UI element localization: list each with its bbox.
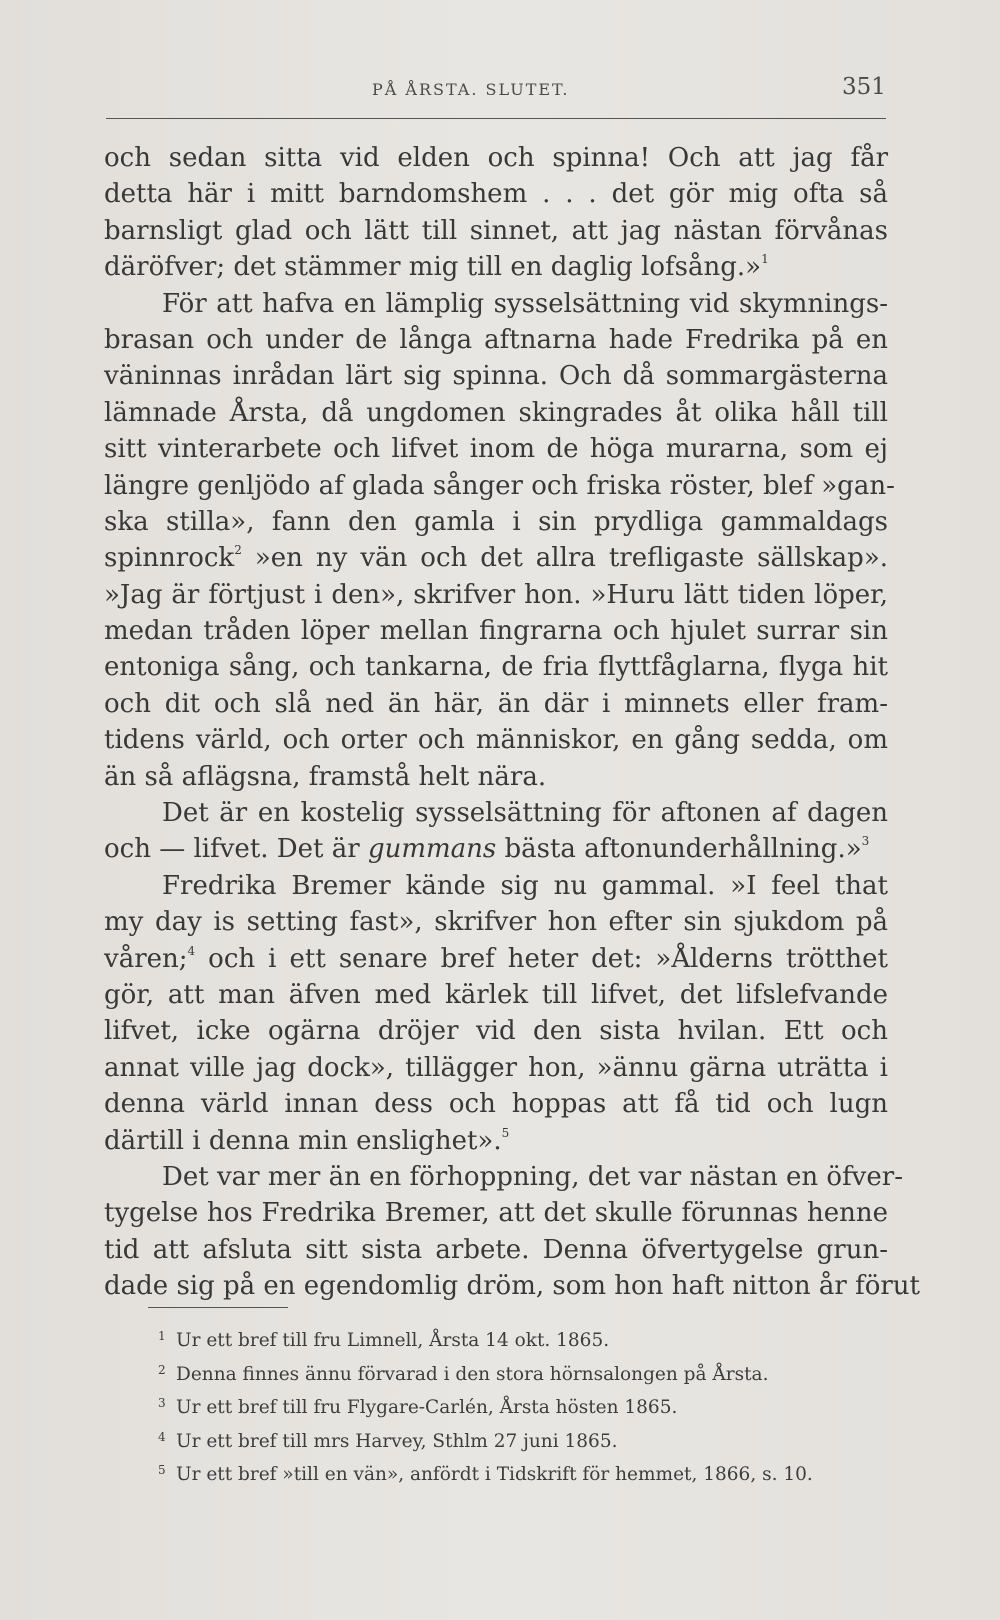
footnote-ref: 3 <box>861 834 870 849</box>
footnote-ref: 1 <box>761 252 769 267</box>
text-line: lifvet, icke ogärna dröjer vid den sista hvilan. Ett och <box>104 1016 888 1047</box>
text-line: För att hafva en lämplig sysselsättning vid skymnings- <box>162 288 888 319</box>
text-line: sitt vinterarbete och lifvet inom de höga murarna, som ej <box>104 434 888 465</box>
footnote-ref: 4 <box>187 943 196 958</box>
page-number: 351 <box>842 74 886 100</box>
text-line: barnsligt glad och lätt till sinnet, att jag nästan förvånas <box>104 215 888 246</box>
text-line: my day is setting fast», skrifver hon efter sin sjukdom på <box>104 907 888 938</box>
text-line: denna värld innan dess och hoppas att få tid och lugn <box>104 1089 888 1120</box>
text-line: medan tråden löper mellan fingrarna och hjulet surrar sin <box>104 616 888 647</box>
text-line: gör, att man äfven med kärlek till lifvet, det lifslefvande <box>104 979 888 1010</box>
text-line: därtill i denna min enslighet».$^5$ <box>104 1125 510 1156</box>
text-line: Fredrika Bremer kände sig nu gammal. »I feel that <box>162 870 888 901</box>
footnotes <box>158 1322 888 1490</box>
text-line: Det var mer än en förhoppning, det var nästan en öfver- <box>162 1161 903 1192</box>
footnote-rule <box>148 1307 288 1308</box>
text-line: annat ville jag dock», tillägger hon, »ännu gärna uträtta i <box>104 1052 888 1083</box>
page-header <box>0 74 1000 108</box>
footnote: 4 Ur ett bref till mrs Harvey, Sthlm 27 juni 1865. <box>158 1429 618 1452</box>
italic-word: gummans <box>367 834 497 865</box>
text-line: och — lifvet. Det är gummans bästa aftonunderhållning.»$^3$ <box>104 834 870 865</box>
footnote-ref: 2 <box>234 543 242 558</box>
text-line: tygelse hos Fredrika Bremer, att det skulle förunnas henne <box>104 1198 888 1229</box>
text-line: tid att afsluta sitt sista arbete. Denna öfvertygelse grun- <box>104 1234 888 1265</box>
text-line: våren;$^4$ och i ett senare bref heter det: »Ålderns trötthet <box>104 943 888 974</box>
text-line: detta här i mitt barndomshem . . . det gör mig ofta så <box>104 179 888 210</box>
footnote-ref: 5 <box>501 1125 510 1140</box>
text-line: och dit och slå ned än här, än där i minnets eller fram- <box>104 688 888 719</box>
footnote: 2 Denna finnes ännu förvarad i den stora hörnsalongen på Årsta. <box>158 1362 769 1385</box>
text-line: än så aflägsna, framstå helt nära. <box>104 761 547 792</box>
text-line: entoniga sång, och tankarna, de fria flyttfåglarna, flyga hit <box>104 652 888 683</box>
text-line: längre genljödo af glada sånger och friska röster, blef »gan- <box>104 470 895 501</box>
body-text <box>104 140 920 1305</box>
text-line: brasan och under de långa aftnarna hade Fredrika på en <box>104 324 888 355</box>
footnote: 1 Ur ett bref till fru Limnell, Årsta 14 okt. 1865. <box>158 1329 610 1351</box>
text-line: spinnrock$^2$ »en ny vän och det allra trefligaste sällskap». <box>104 543 888 574</box>
text-line: väninnas inrådan lärt sig spinna. Och då sommargästerna <box>104 361 888 392</box>
text-line: dade sig på en egendomlig dröm, som hon haft nitton år förut <box>104 1271 920 1302</box>
footnote: 5 Ur ett bref »till en vän», anfördt i Tidskrift för hemmet, 1866, s. 10. <box>158 1463 813 1486</box>
text-line: »Jag är förtjust i den», skrifver hon. »Huru lätt tiden löper, <box>104 579 888 610</box>
text-line: ska stilla», fann den gamla i sin prydliga gammaldags <box>104 506 888 537</box>
running-title: PÅ ÅRSTA. SLUTET. <box>372 80 570 99</box>
footnote: 3 Ur ett bref till fru Flygare-Carlén, Årsta hösten 1865. <box>158 1396 678 1419</box>
text-line: och sedan sitta vid elden och spinna! Och att jag får <box>104 143 888 173</box>
header-rule <box>106 118 886 119</box>
text-line: tidens värld, och orter och människor, en gång sedda, om <box>104 725 888 756</box>
text-line: däröfver; det stämmer mig till en daglig lofsång.»$^1$ <box>104 252 769 283</box>
text-line: Det är en kostelig sysselsättning för aftonen af dagen <box>162 798 888 829</box>
text-line: lämnade Årsta, då ungdomen skingrades åt olika håll till <box>104 397 888 428</box>
